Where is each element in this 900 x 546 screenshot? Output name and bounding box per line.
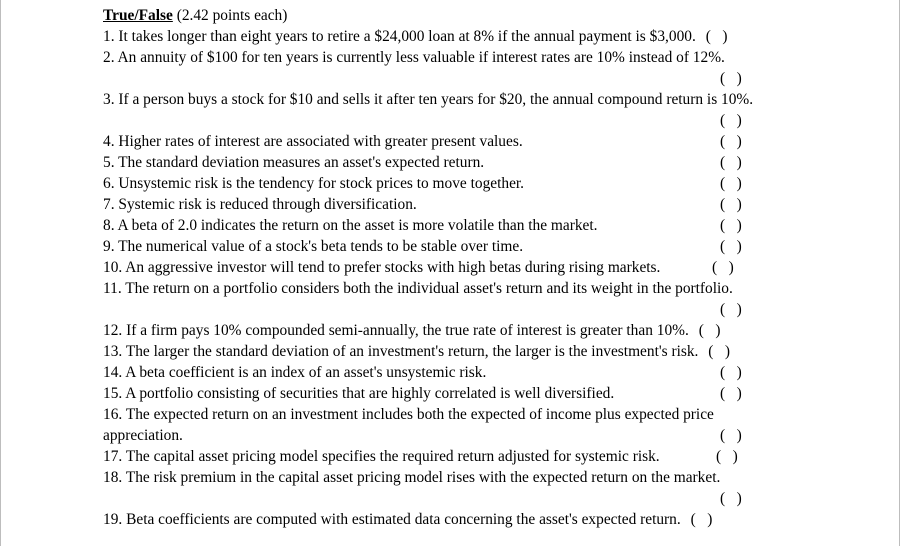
question-7 [103, 194, 783, 215]
answer-blank[interactable]: ( ) [720, 217, 742, 234]
answer-blank[interactable]: ( ) [720, 385, 742, 402]
question-16 [103, 404, 783, 425]
question-text: The risk premium in the capital asset pricing model rises with the expected return on the market. [125, 469, 721, 486]
question-number: 6. [103, 175, 115, 192]
answer-blank[interactable]: ( ) [720, 154, 742, 171]
question-number: 10. [103, 259, 123, 276]
question-text: The expected return on an investment includes both the expected of income plus expected price [125, 406, 714, 423]
question-text: A beta of 2.0 indicates the return on the asset is more volatile than the market. [117, 217, 598, 234]
question-text: An aggressive investor will tend to prefer stocks with high betas during rising markets. [125, 259, 661, 276]
answer-blank[interactable]: ( ) [720, 427, 742, 444]
answer-blank[interactable]: ( ) [720, 238, 742, 255]
question-text: Higher rates of interest are associated with greater present values. [118, 133, 523, 150]
question-text: Beta coefficients are computed with estimated data concerning the asset's expected return. [126, 511, 681, 528]
question-12 [103, 320, 783, 341]
question-1 [103, 26, 783, 47]
question-list [103, 5, 783, 530]
question-text: If a firm pays 10% compounded semi-annually, the true rate of interest is greater than 10%. [126, 322, 689, 339]
question-number: 4. [103, 133, 115, 150]
question-number: 8. [103, 217, 115, 234]
heading-points: (2.42 points each) [176, 7, 288, 24]
question-number: 7. [103, 196, 115, 213]
question-text: A portfolio consisting of securities that are highly correlated is well diversified. [125, 385, 615, 402]
answer-blank[interactable]: ( ) [720, 196, 742, 213]
question-text: The capital asset pricing model specifies the required return adjusted for systemic risk. [125, 448, 660, 465]
question-8 [103, 215, 783, 236]
answer-blank[interactable]: ( ) [690, 511, 713, 528]
question-number: 5. [103, 154, 115, 171]
question-number: 15. [103, 385, 123, 402]
answer-blank[interactable]: ( ) [716, 448, 738, 465]
answer-blank[interactable]: ( ) [720, 175, 742, 192]
answer-blank[interactable]: ( ) [698, 322, 721, 339]
question-text: The return on a portfolio considers both the individual asset's return and its weight in the portfolio. [125, 280, 733, 297]
question-text: The larger the standard deviation of an investment's return, the larger is the investment's risk. [125, 343, 699, 360]
question-text: A beta coefficient is an index of an asset's unsystemic risk. [125, 364, 487, 381]
question-text-continued: appreciation. [103, 427, 183, 444]
question-number: 2. [103, 49, 115, 66]
question-number: 17. [103, 448, 123, 465]
question-13 [103, 341, 783, 362]
question-number: 3. [103, 91, 115, 108]
question-number: 9. [103, 238, 115, 255]
question-number: 13. [103, 343, 123, 360]
heading-title: True/False [103, 7, 173, 24]
answer-blank[interactable]: ( ) [720, 133, 742, 150]
question-text: If a person buys a stock for $10 and sells it after ten years for $20, the annual compound return is 10%. [118, 91, 754, 108]
answer-blank[interactable]: ( ) [705, 28, 728, 45]
question-11 [103, 278, 783, 299]
question-3 [103, 89, 783, 110]
question-5 [103, 152, 783, 173]
question-text: It takes longer than eight years to retire a $24,000 loan at 8% if the annual payment is $3,000. [118, 28, 696, 45]
question-number: 19. [103, 511, 123, 528]
answer-blank[interactable]: ( ) [708, 343, 731, 360]
question-10 [103, 257, 783, 278]
question-18 [103, 467, 783, 488]
question-number: 14. [103, 364, 123, 381]
answer-blank[interactable]: ( ) [720, 70, 742, 87]
question-number: 12. [103, 322, 123, 339]
question-2 [103, 47, 783, 68]
question-4 [103, 131, 783, 152]
question-number: 18. [103, 469, 123, 486]
question-text: Systemic risk is reduced through diversification. [118, 196, 417, 213]
question-15 [103, 383, 783, 404]
answer-blank[interactable]: ( ) [720, 112, 742, 129]
question-19 [103, 509, 783, 530]
answer-blank[interactable]: ( ) [720, 364, 742, 381]
question-text: An annuity of $100 for ten years is currently less valuable if interest rates are 10% instead of 12%. [117, 49, 725, 66]
question-9 [103, 236, 783, 257]
question-16-continuation [103, 425, 783, 446]
question-3-answer-line [103, 110, 783, 131]
question-number: 16. [103, 406, 123, 423]
question-2-answer-line [103, 68, 783, 89]
answer-blank[interactable]: ( ) [720, 490, 742, 507]
question-6 [103, 173, 783, 194]
answer-blank[interactable]: ( ) [720, 301, 742, 318]
question-text: The numerical value of a stock's beta tends to be stable over time. [118, 238, 524, 255]
question-text: The standard deviation measures an asset's expected return. [118, 154, 485, 171]
question-14 [103, 362, 783, 383]
question-number: 1. [103, 28, 115, 45]
question-18-answer-line [103, 488, 783, 509]
answer-blank[interactable]: ( ) [712, 259, 734, 276]
question-17 [103, 446, 783, 467]
question-number: 11. [103, 280, 122, 297]
question-11-answer-line [103, 299, 783, 320]
question-text: Unsystemic risk is the tendency for stock prices to move together. [118, 175, 525, 192]
section-heading [103, 5, 783, 26]
